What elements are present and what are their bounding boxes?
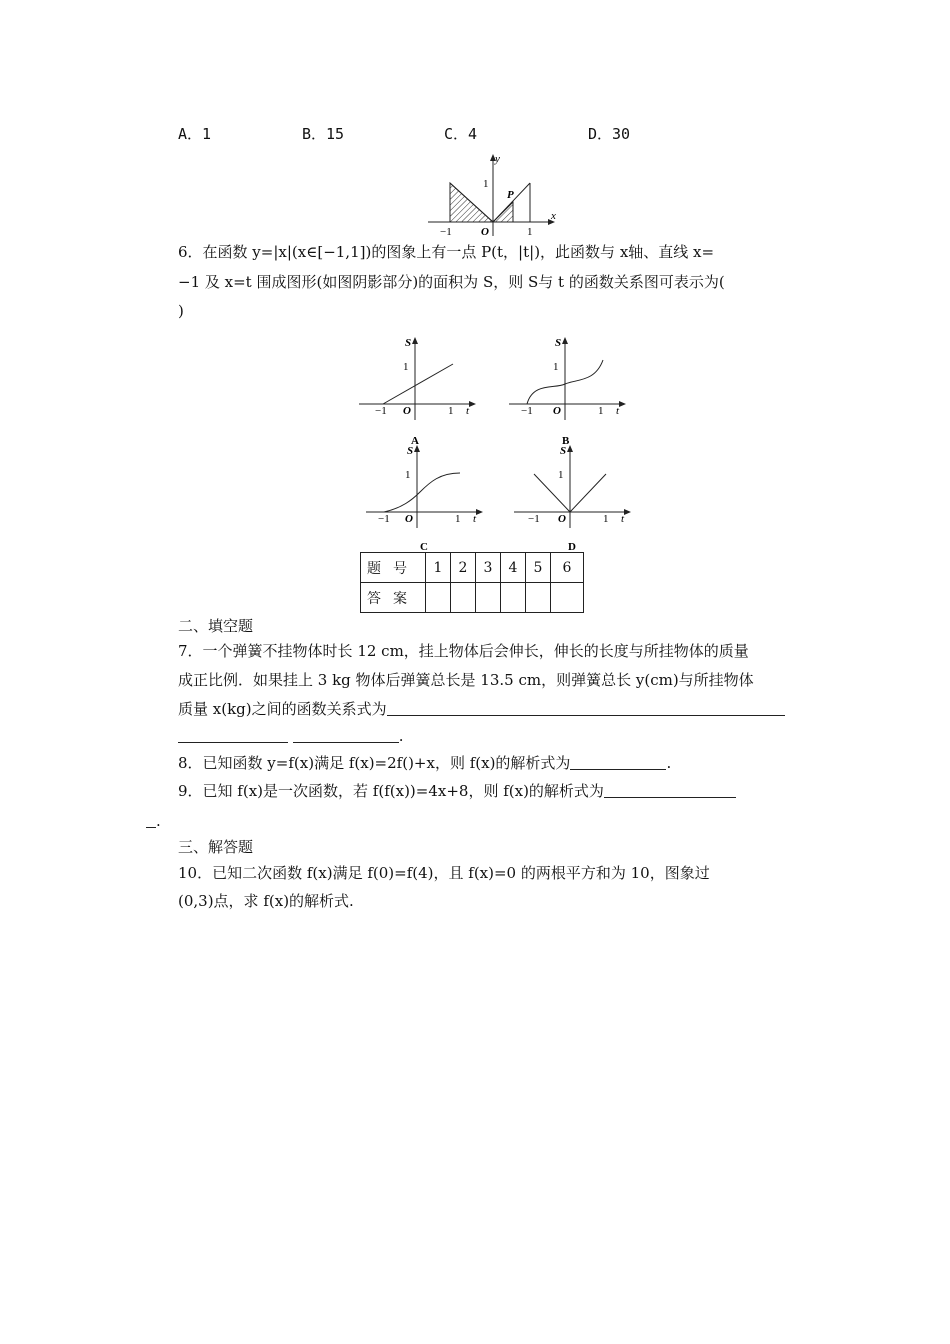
answer-cell[interactable] <box>526 583 551 613</box>
graph-c-one: 1 <box>405 469 411 481</box>
graph-a-t: t <box>466 405 470 417</box>
graph-d-origin: O <box>558 513 566 525</box>
q8-text: 8．已知函数 y=f(x)满足 f(x)=2f()+x，则 f(x)的解析式为 <box>178 754 571 772</box>
q6-line2: −1 及 x=t 围成图形(如图阴影部分)的面积为 S，则 S与 t 的函数关系图可表示为( <box>178 273 725 291</box>
graph-c-t: t <box>473 513 477 525</box>
graph-c-s: S <box>407 445 414 457</box>
graph-b <box>505 332 630 447</box>
q6-line3: ) <box>178 302 184 320</box>
q8-blank[interactable] <box>570 755 666 770</box>
q7-line1: 7．一个弹簧不挂物体时长 12 cm，挂上物体后会伸长，伸长的长度与所挂物体的质量 <box>178 642 749 660</box>
q9-line2 <box>146 811 161 831</box>
main-x-label: x <box>551 210 556 222</box>
graph-a-one-t: 1 <box>448 405 454 417</box>
table-number: 5 <box>526 553 551 583</box>
answer-table <box>360 552 584 613</box>
graph-c <box>362 440 487 553</box>
answer-cell[interactable] <box>451 583 476 613</box>
q9-blank[interactable] <box>604 783 736 798</box>
table-number: 1 <box>426 553 451 583</box>
main-figure <box>420 150 565 238</box>
graph-c-neg-one: −1 <box>378 513 390 525</box>
table-number: 4 <box>501 553 526 583</box>
q9-text: 9．已知 f(x)是一次函数，若 f(f(x))=4x+8，则 f(x)的解析式为 <box>178 782 604 800</box>
option-c: C．4 <box>444 125 478 143</box>
q7-line2: 成正比例．如果挂上 3 kg 物体后弹簧总长是 13.5 cm，则弹簧总长 y(cm)与所挂物体 <box>178 671 754 689</box>
table-row <box>361 553 584 583</box>
table-row <box>361 583 584 613</box>
q7-blank-2[interactable] <box>178 728 288 743</box>
graph-b-letter: B <box>562 435 570 447</box>
graph-d-one: 1 <box>558 469 564 481</box>
graph-d-neg-one: −1 <box>528 513 540 525</box>
q7-line3-text: 质量 x(kg)之间的函数关系式为 <box>178 700 387 718</box>
graph-b-t: t <box>616 405 620 417</box>
graph-d-one-t: 1 <box>603 513 609 525</box>
q9-end: . <box>156 812 161 830</box>
graph-d <box>510 440 635 553</box>
header-label: 题号 <box>361 553 426 583</box>
section-2-heading: 二、填空题 <box>178 617 254 635</box>
graph-a-neg-one: −1 <box>375 405 387 417</box>
option-b: B．15 <box>302 125 345 143</box>
graph-a-letter: A <box>411 435 419 447</box>
q7-line4 <box>178 726 404 746</box>
graph-b-one-t: 1 <box>598 405 604 417</box>
graph-d-t: t <box>621 513 625 525</box>
q7-line3 <box>178 699 785 719</box>
graph-c-letter: C <box>420 541 428 553</box>
q10-line1: 10．已知二次函数 f(x)满足 f(0)=f(4)，且 f(x)=0 的两根平方和为 10，图象过 <box>178 864 710 882</box>
main-one-x: 1 <box>527 226 533 238</box>
graph-d-s: S <box>560 445 567 457</box>
graph-a-s: S <box>405 337 412 349</box>
answer-cell[interactable] <box>476 583 501 613</box>
graph-c-origin: O <box>405 513 413 525</box>
table-number: 3 <box>476 553 501 583</box>
table-number: 2 <box>451 553 476 583</box>
graph-b-neg-one: −1 <box>521 405 533 417</box>
answer-cell[interactable] <box>501 583 526 613</box>
q8-end: . <box>666 754 672 772</box>
option-a: A．1 <box>178 125 212 143</box>
q7-blank-3[interactable] <box>293 728 399 743</box>
main-y-label: y <box>495 153 500 165</box>
table-number: 6 <box>551 553 584 583</box>
section-3-heading: 三、解答题 <box>178 838 254 856</box>
graph-b-one: 1 <box>553 361 559 373</box>
graph-c-one-t: 1 <box>455 513 461 525</box>
main-neg-one: −1 <box>440 226 452 238</box>
answer-cell[interactable] <box>426 583 451 613</box>
main-point-p: P <box>507 189 514 201</box>
option-d: D．30 <box>588 125 631 143</box>
q8-line <box>178 753 671 773</box>
answer-cell[interactable] <box>551 583 584 613</box>
q7-blank-1[interactable] <box>387 701 785 716</box>
graph-b-s: S <box>555 337 562 349</box>
graph-a-origin: O <box>403 405 411 417</box>
q7-end: . <box>398 727 404 745</box>
q9-blank-2[interactable] <box>146 813 156 828</box>
main-origin: O <box>481 226 489 238</box>
main-one-y: 1 <box>483 178 489 190</box>
graph-a-one: 1 <box>403 361 409 373</box>
graph-d-letter: D <box>568 541 576 553</box>
q6-line1: 6．在函数 y=|x|(x∈[−1,1])的图象上有一点 P(t，|t|)，此函数与 x轴、直线 x= <box>178 243 715 261</box>
q10-line2: (0,3)点，求 f(x)的解析式. <box>178 892 354 910</box>
graph-a <box>355 332 480 447</box>
q9-line <box>178 781 736 801</box>
graph-b-origin: O <box>553 405 561 417</box>
answer-label: 答案 <box>361 583 426 613</box>
